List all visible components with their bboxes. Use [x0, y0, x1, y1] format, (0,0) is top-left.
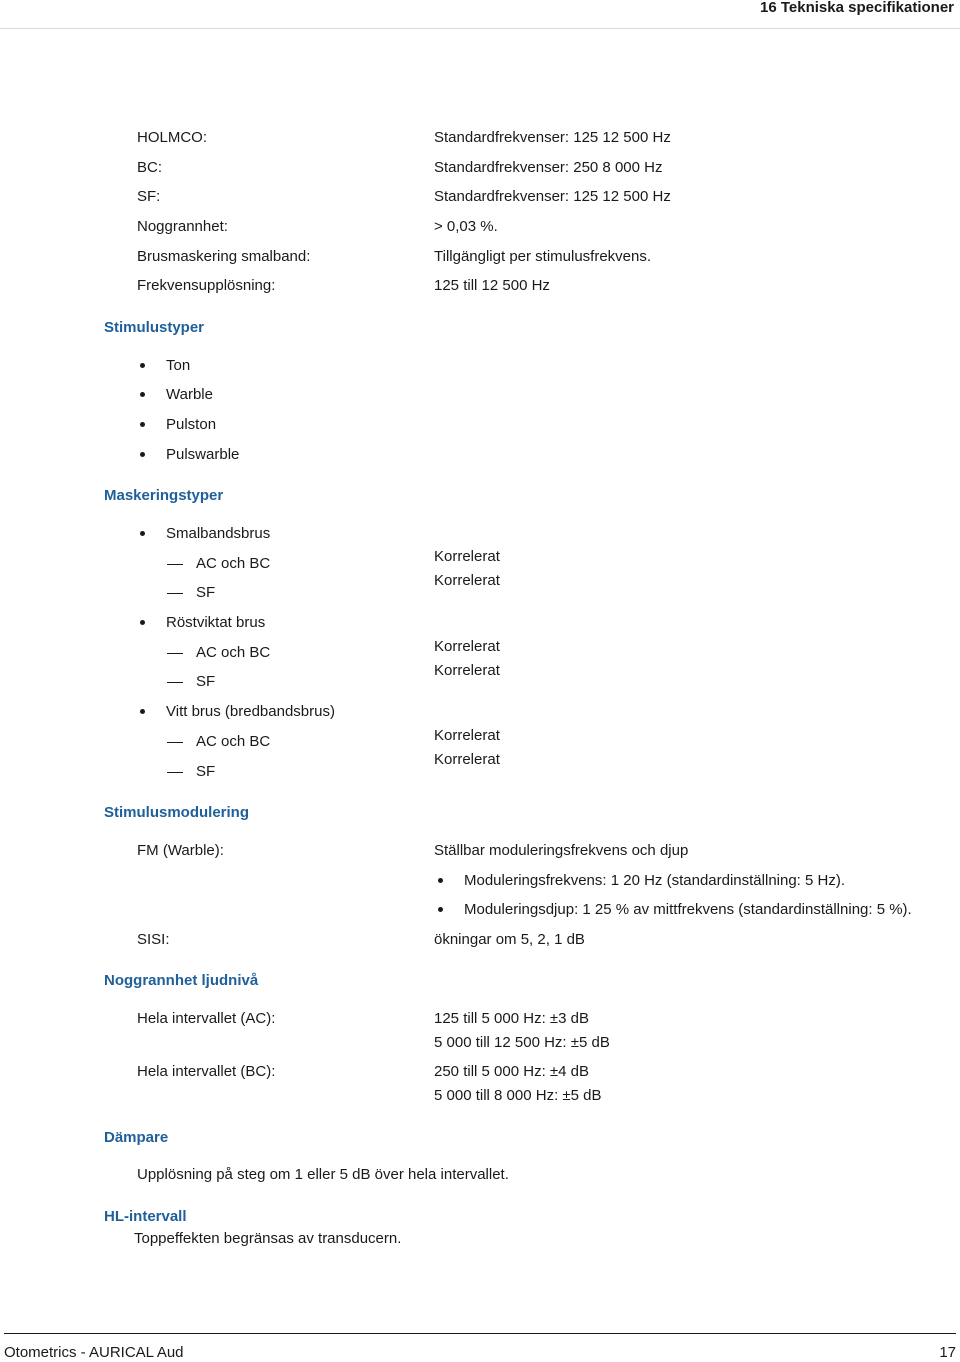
sisi-value: ökningar om 5, 2, 1 dB: [434, 931, 585, 948]
masking-sub-item: AC och BC: [196, 555, 271, 572]
list-item: Pulston: [166, 416, 217, 433]
section-heading-hl-intervall: HL-intervall: [104, 1208, 187, 1225]
masking-value: Korrelerat: [434, 548, 500, 565]
spec-label-bc: BC:: [137, 159, 163, 176]
footer-product: Otometrics - AURICAL Aud: [4, 1344, 184, 1361]
masking-value: Korrelerat: [434, 751, 500, 768]
accuracy-label-bc: Hela intervallet (BC):: [137, 1063, 276, 1080]
accuracy-value-line: 5 000 till 8 000 Hz: ±5 dB: [434, 1087, 602, 1104]
chapter-header: 16 Tekniska specifikationer: [760, 0, 954, 16]
spec-value-frekvensupplosning: 125 till 12 500 Hz: [434, 277, 550, 294]
masking-sub-item: AC och BC: [196, 733, 271, 750]
list-item: Warble: [166, 386, 213, 403]
section-heading-maskeringstyper: Maskeringstyper: [104, 487, 224, 504]
hl-intervall-text: Toppeffekten begränsas av transducern.: [134, 1230, 402, 1247]
fm-label: FM (Warble):: [137, 842, 224, 859]
masking-group-rostviktat: Röstviktat brus: [166, 614, 266, 631]
section-heading-noggrannhet-ljudniva: Noggrannhet ljudnivå: [104, 972, 259, 989]
accuracy-value-line: 5 000 till 12 500 Hz: ±5 dB: [434, 1034, 610, 1051]
footer-page-number: 17: [939, 1344, 956, 1361]
spec-label-frekvensupplosning: Frekvensupplösning:: [137, 277, 276, 294]
accuracy-value-line: 250 till 5 000 Hz: ±4 dB: [434, 1063, 589, 1080]
fm-bullet-item: Moduleringsdjup: 1 25 % av mittfrekvens (standardinställning: 5 %).: [464, 901, 912, 918]
dampare-text: Upplösning på steg om 1 eller 5 dB över hela intervallet.: [137, 1166, 509, 1183]
list-item: Pulswarble: [166, 446, 240, 463]
masking-sub-item: SF: [196, 763, 216, 780]
list-item: Ton: [166, 357, 191, 374]
accuracy-label-ac: Hela intervallet (AC):: [137, 1010, 276, 1027]
fm-bullet-item: Moduleringsfrekvens: 1 20 Hz (standardinställning: 5 Hz).: [464, 872, 846, 889]
section-heading-dampare: Dämpare: [104, 1129, 169, 1146]
header-divider: [0, 28, 960, 29]
masking-value: Korrelerat: [434, 662, 500, 679]
spec-label-brusmaskering: Brusmaskering smalband:: [137, 248, 311, 265]
masking-value: Korrelerat: [434, 727, 500, 744]
masking-sub-item: SF: [196, 584, 216, 601]
spec-label-holmco: HOLMCO:: [137, 129, 208, 146]
spec-value-bc: Standardfrekvenser: 250 8 000 Hz: [434, 159, 663, 176]
masking-value: Korrelerat: [434, 638, 500, 655]
masking-value: Korrelerat: [434, 572, 500, 589]
spec-value-sf: Standardfrekvenser: 125 12 500 Hz: [434, 188, 671, 205]
spec-label-sf: SF:: [137, 188, 161, 205]
section-heading-stimulusmodulering: Stimulusmodulering: [104, 804, 250, 821]
fm-value: Ställbar moduleringsfrekvens och djup: [434, 842, 689, 859]
masking-group-smalbandsbrus: Smalbandsbrus: [166, 525, 271, 542]
spec-value-noggrannhet: > 0,03 %.: [434, 218, 498, 235]
footer-divider: [4, 1333, 956, 1334]
masking-sub-item: AC och BC: [196, 644, 271, 661]
section-heading-stimulustyper: Stimulustyper: [104, 319, 205, 336]
accuracy-value-line: 125 till 5 000 Hz: ±3 dB: [434, 1010, 589, 1027]
sisi-label: SISI:: [137, 931, 170, 948]
spec-label-noggrannhet: Noggrannhet:: [137, 218, 228, 235]
masking-sub-item: SF: [196, 673, 216, 690]
spec-value-brusmaskering: Tillgängligt per stimulusfrekvens.: [434, 248, 652, 265]
masking-group-vitt-brus: Vitt brus (bredbandsbrus): [166, 703, 335, 720]
spec-value-holmco: Standardfrekvenser: 125 12 500 Hz: [434, 129, 671, 146]
